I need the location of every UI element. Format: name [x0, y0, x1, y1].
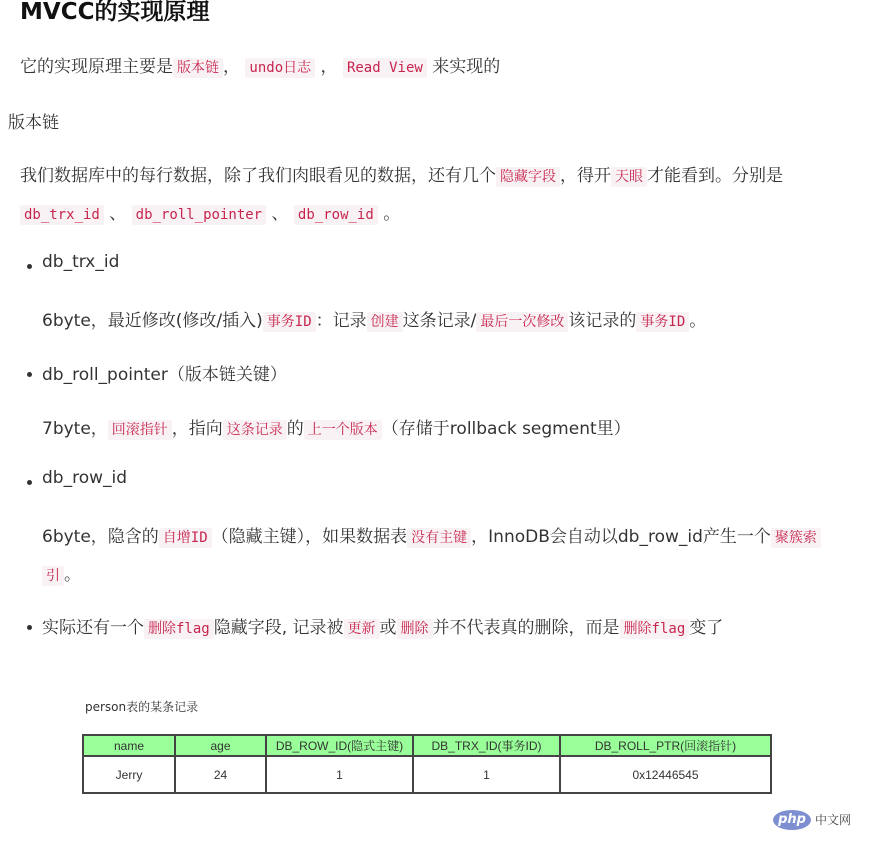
table-header-cell: name [83, 735, 175, 756]
intro-text: 它的实现原理主要是 [20, 57, 173, 77]
list-item-heading: db_trx_id [42, 252, 120, 272]
inline-code: Read View [343, 58, 427, 78]
record-table [82, 734, 772, 794]
text: （隐藏主键），如果数据表 [211, 527, 408, 547]
text: 这条记录/ [402, 311, 477, 331]
inline-code: 没有主键 [407, 528, 471, 548]
inline-code: undo日志 [245, 58, 315, 78]
figure-caption: person表的某条记录 [85, 700, 199, 714]
text: 6byte，隐含的 [42, 527, 159, 547]
inline-code: 回滚指针 [108, 420, 172, 440]
text: 7byte， [42, 419, 108, 439]
list-bullet [27, 372, 32, 377]
text: ，得开 [560, 166, 611, 186]
inline-code: 更新 [344, 619, 380, 639]
table-cell: 0x12446545 [560, 756, 771, 793]
table-header-cell: DB_TRX_ID(事务ID) [413, 735, 560, 756]
inline-code: 天眼 [611, 167, 647, 187]
inline-code: 删除 [397, 619, 433, 639]
table-header-cell: DB_ROLL_PTR(回滚指针) [560, 735, 771, 756]
table-cell: Jerry [83, 756, 175, 793]
intro-text: 来实现的 [432, 57, 501, 77]
text: 该记录的 [568, 311, 637, 331]
text: ：记录 [315, 311, 367, 331]
section-heading: 版本链 [8, 113, 59, 133]
table-header-cell: DB_ROW_ID(隐式主键) [266, 735, 413, 756]
inline-code: db_trx_id [20, 205, 104, 225]
inline-code: db_row_id [294, 205, 378, 225]
list-item-delete-flag [42, 613, 723, 638]
inline-code: 上一个版本 [304, 420, 382, 440]
php-logo: php [773, 810, 811, 830]
separator: ， [320, 57, 338, 77]
list-item-heading: db_row_id [42, 468, 128, 488]
list-item-description-continued [42, 560, 81, 585]
table-row [83, 756, 771, 793]
text: 变了 [689, 618, 724, 638]
inline-code: 删除flag [144, 619, 214, 639]
text: 。 [689, 311, 707, 331]
table-cell: 1 [266, 756, 413, 793]
list-item-heading: db_roll_pointer（版本链关键） [42, 365, 287, 385]
text: 实际还有一个 [42, 618, 144, 638]
inline-code: 版本链 [173, 58, 223, 78]
text: 才能看到。分别是 [647, 166, 783, 186]
inline-code: 事务ID [636, 312, 689, 332]
inline-code: 隐藏字段 [496, 167, 560, 187]
list-item-description [42, 522, 821, 547]
inline-code: 自增ID [159, 528, 212, 548]
list-bullet [27, 264, 32, 269]
page-title: MVCC的实现原理 [20, 0, 210, 25]
text: ，指向 [171, 419, 223, 439]
separator: 。 [383, 204, 401, 224]
list-bullet [27, 625, 32, 630]
list-item-description [42, 414, 631, 439]
text: 隐藏字段, 记录被 [213, 618, 344, 638]
inline-code: 删除flag [620, 619, 690, 639]
text: 或 [379, 618, 397, 638]
table-header-cell: age [175, 735, 266, 756]
inline-code: 这条记录 [223, 420, 287, 440]
list-item-description [42, 306, 706, 331]
text: 并不代表真的删除，而是 [432, 618, 620, 638]
text: ，InnoDB会自动以db_row_id产生一个 [471, 527, 771, 547]
text: 的 [286, 419, 304, 439]
text: 我们数据库中的每行数据，除了我们肉眼看见的数据，还有几个 [20, 166, 496, 186]
separator: 、 [109, 204, 127, 224]
list-bullet [27, 480, 32, 485]
separator: 、 [271, 204, 289, 224]
table-cell: 1 [413, 756, 560, 793]
inline-code: 事务ID [263, 312, 316, 332]
watermark-text: 中文网 [815, 813, 852, 827]
text: 6byte，最近修改(修改/插入) [42, 311, 263, 331]
inline-code: 最后一次修改 [476, 312, 568, 332]
inline-code: db_roll_pointer [132, 205, 266, 225]
inline-code: 创建 [367, 312, 403, 332]
separator: ， [223, 57, 240, 77]
inline-code: 引 [42, 566, 64, 586]
inline-code: 聚簇索 [771, 528, 821, 548]
table-cell: 24 [175, 756, 266, 793]
paragraph-field-list [20, 199, 400, 224]
table-header-row [83, 735, 771, 756]
paragraph-hidden-fields [20, 161, 783, 186]
intro-paragraph [20, 52, 500, 77]
text: （存储于rollback segment里） [381, 419, 631, 439]
text: 。 [64, 565, 81, 585]
